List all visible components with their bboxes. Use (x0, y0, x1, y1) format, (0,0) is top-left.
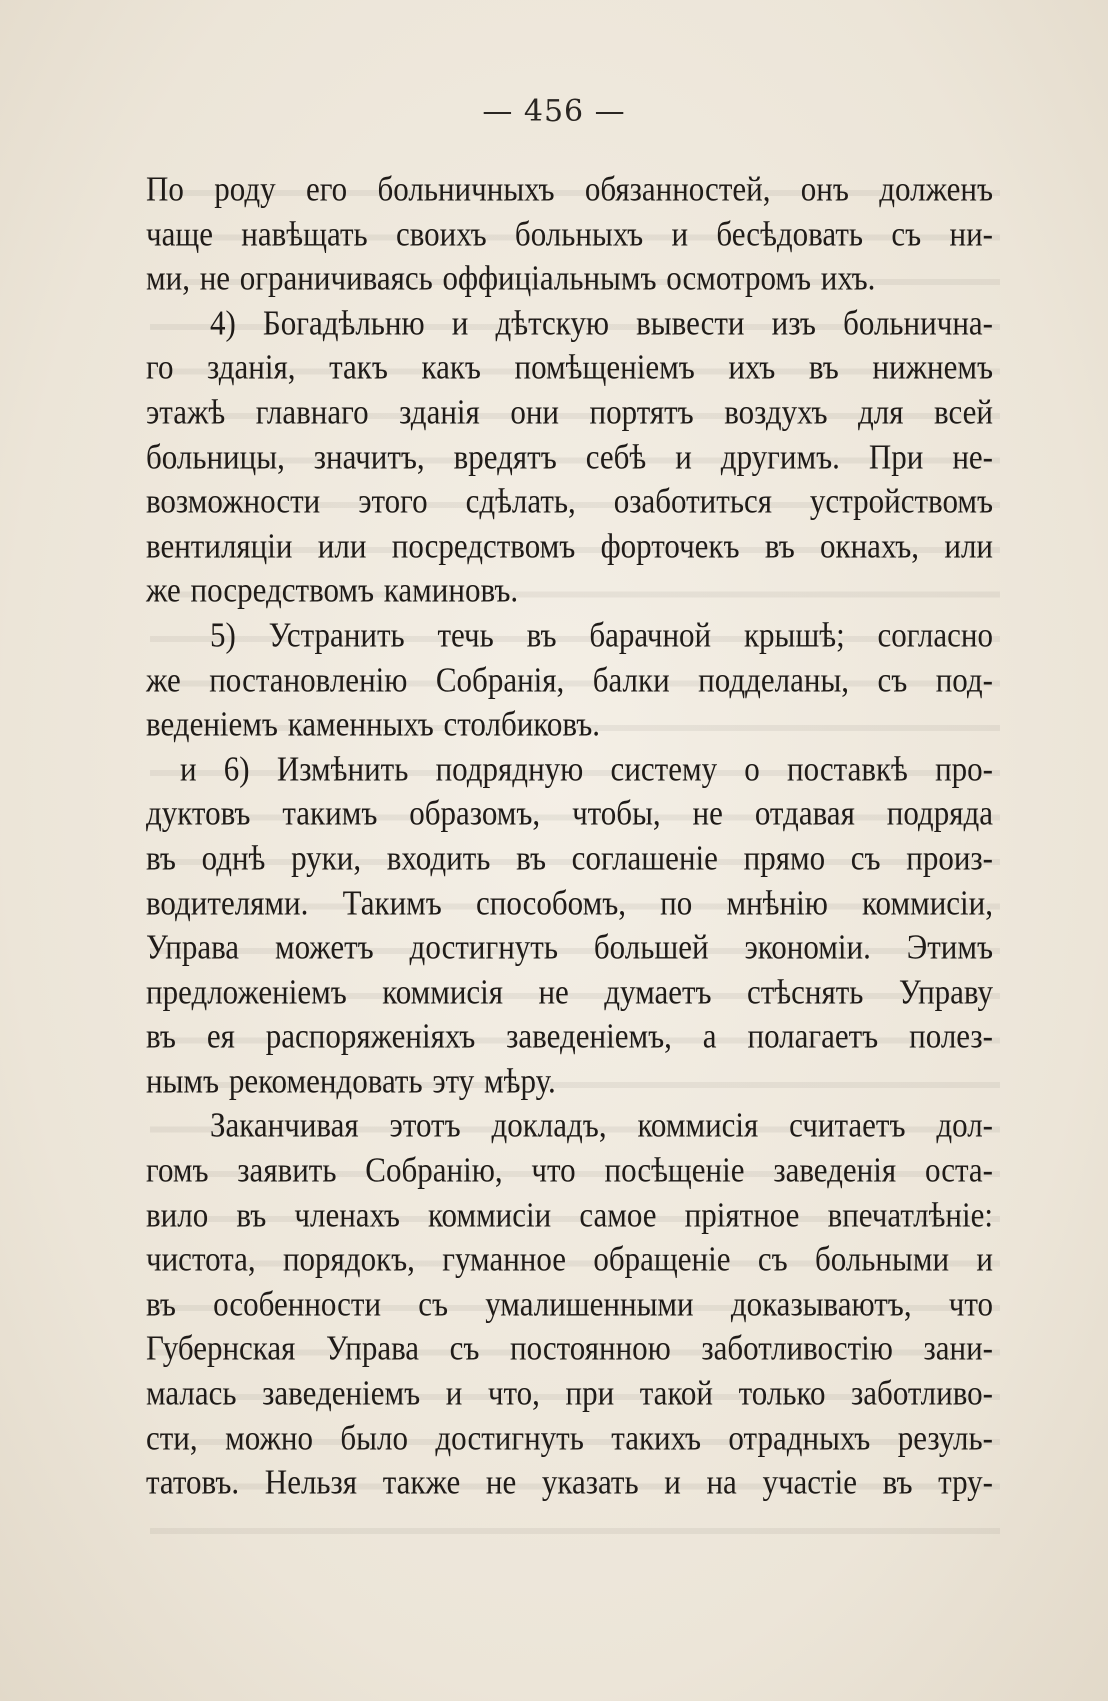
text-line: чистота, порядокъ, гуманное обращеніе съ больными и (146, 1239, 993, 1279)
text-line: водителями. Такимъ способомъ, по мнѣнію коммисіи, (146, 882, 993, 922)
text-line: нымъ рекомендовать эту мѣру. (146, 1061, 556, 1101)
text-line: вило въ членахъ коммисіи самое пріятное впечатлѣніе: (146, 1194, 993, 1235)
text-line: Губернская Управа съ постоянною заботливостію зани- (146, 1328, 993, 1368)
text-line: же постановленію Собранія, балки подделаны, съ под- (146, 659, 993, 700)
text-line: же посредствомъ каминовъ. (146, 570, 519, 610)
text-line: По роду его больничныхъ обязанностей, онъ долженъ (146, 169, 993, 209)
text-line: 4) Богадѣльню и дѣтскую вывести изъ больнична- (210, 303, 993, 343)
text-line: малась заведеніемъ и что, при такой только заботливо- (146, 1373, 993, 1413)
text-line: татовъ. Нельзя также не указать и на участіе въ тру- (146, 1462, 993, 1502)
text-line: въ ея распоряженіяхъ заведеніемъ, а полагаетъ полез- (146, 1016, 993, 1056)
text-line: въ особенности съ умалишенными доказываютъ, что (146, 1284, 993, 1324)
text-line: этажѣ главнаго зданія они портятъ воздухъ для всей (146, 392, 993, 432)
text-line: 5) Устранить течь въ барачной крышѣ; согласно (210, 615, 993, 655)
text-line: Заканчивая этотъ докладъ, коммисія считаетъ дол- (210, 1105, 993, 1145)
text-line: больницы, значитъ, вредятъ себѣ и другимъ. При не- (146, 436, 993, 477)
body-text (146, 168, 993, 1506)
page-number: — 456 — (482, 94, 626, 129)
text-line: вентиляціи или посредствомъ форточекъ въ окнахъ, или (146, 526, 993, 566)
text-line: дуктовъ такимъ образомъ, чтобы, не отдавая подряда (146, 793, 993, 833)
text-line: сти, можно было достигнуть такихъ отрадныхъ резуль- (146, 1417, 993, 1458)
text-line: въ однѣ руки, входить въ соглашеніе прямо съ произ- (146, 838, 993, 878)
text-line: гомъ заявить Собранію, что посѣщеніе заведенія оста- (146, 1150, 993, 1190)
text-line: Управа можетъ достигнуть большей экономіи. Этимъ (146, 927, 993, 967)
text-line: чаще навѣщать своихъ больныхъ и бесѣдовать съ ни- (146, 213, 993, 254)
text-line: веденіемъ каменныхъ столбиковъ. (146, 704, 600, 744)
text-line: ми, не ограничиваясь оффиціальнымъ осмотромъ ихъ. (146, 258, 876, 298)
text-line: го зданія, такъ какъ помѣщеніемъ ихъ въ нижнемъ (146, 347, 993, 387)
text-line: предложеніемъ коммисія не думаетъ стѣснять Управу (146, 971, 993, 1012)
text-line: возможности этого сдѣлать, озаботиться устройствомъ (146, 481, 993, 521)
text-line: и 6) Измѣнить подрядную систему о поставкѣ про- (180, 748, 993, 789)
